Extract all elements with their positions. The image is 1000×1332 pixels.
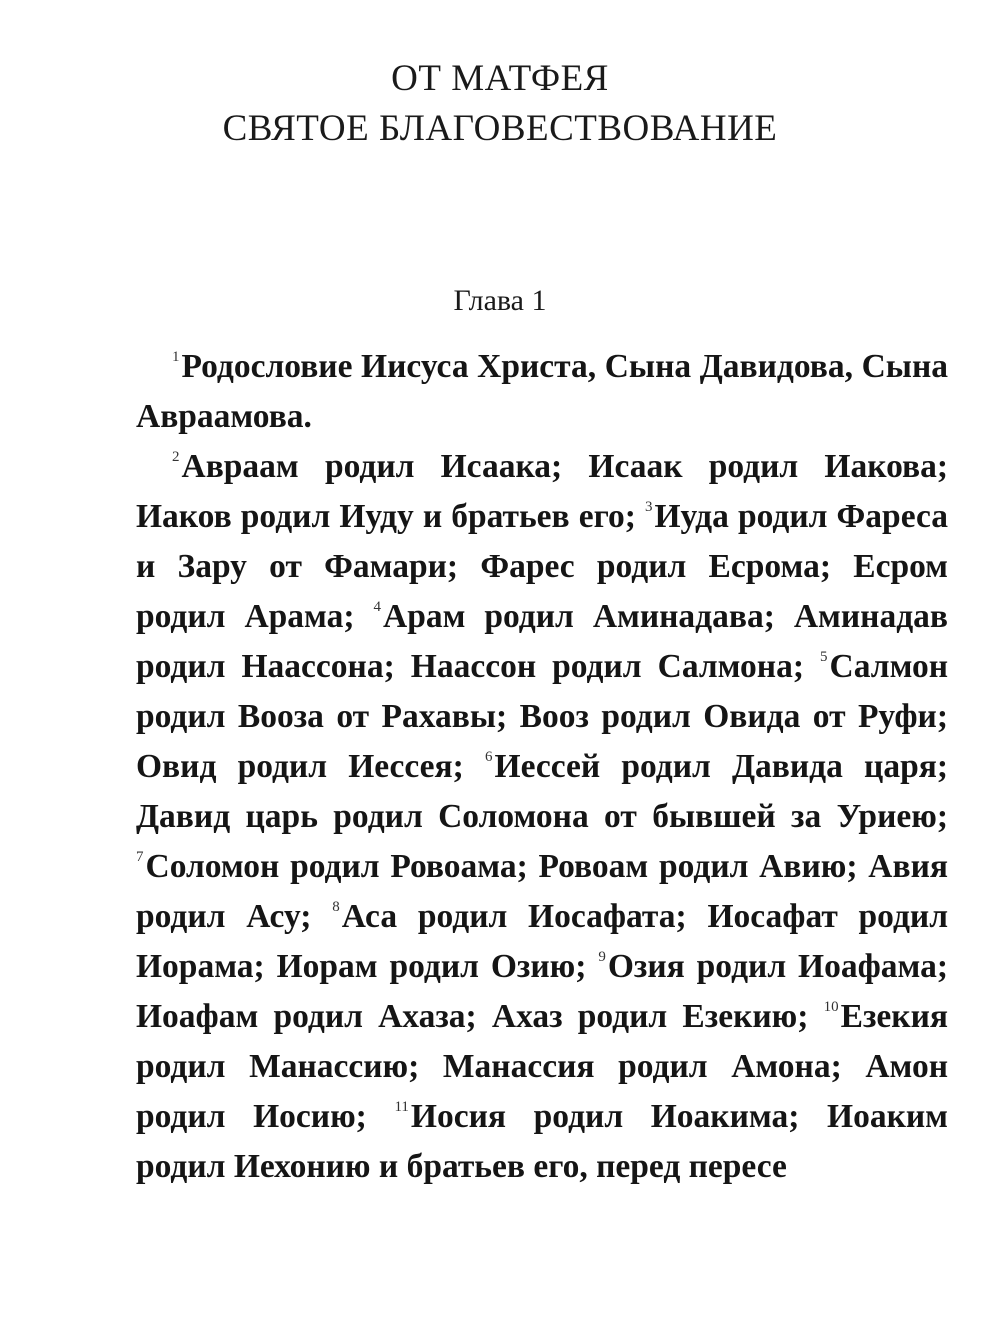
verse-text: Иессей родил Давида царя; Давид царь родил Соломона от бывшей за Уриею; <box>136 748 948 835</box>
verse-number: 4 <box>373 599 381 615</box>
verse-number: 10 <box>823 999 839 1015</box>
verse-text: Авраам родил Исаака; Исаак родил Иакова; Иаков родил Иуду и братьев его; <box>136 448 948 535</box>
verse-paragraph-1 <box>136 342 948 442</box>
verse-text: Езекия родил Манассию; Манассия родил Амона; Амон родил Иосию; <box>136 998 948 1135</box>
verse-text: Аса родил Иосафата; Иосафат родил Иорама; Иорам родил Озию; <box>136 898 948 985</box>
verse-number: 6 <box>485 749 493 765</box>
verse-text: Соломон родил Ровоама; Ровоам родил Авию; Авия родил Асу; <box>136 848 948 935</box>
verse-text: Родословие Иисуса Христа, Сына Давидова, Сына Авраамова. <box>136 348 948 435</box>
verse-text: Арам родил Аминадава; Аминадав родил Наассона; Наассон родил Салмона; <box>136 598 949 685</box>
verse-number: 8 <box>332 899 340 915</box>
chapter-heading: Глава 1 <box>453 284 547 317</box>
verse-number: 3 <box>644 499 653 515</box>
verse-number: 2 <box>172 449 180 465</box>
book-title <box>0 54 1000 154</box>
verse-number: 1 <box>172 349 180 365</box>
verse-text: Иуда родил Фареса и Зару от Фамари; Фарес родил Есрома; Есром родил Арама; <box>136 498 948 635</box>
chapter-text <box>136 342 948 1192</box>
book-title-line-1: ОТ МАТФЕЯ <box>391 58 609 99</box>
verse-text: Салмон родил Вооза от Рахавы; Вооз родил Овида от Руфи; Овид родил Иессея; <box>136 648 948 785</box>
verse-number: 9 <box>598 949 606 965</box>
verse-number: 11 <box>394 1099 409 1115</box>
book-title-line-2: СВЯТОЕ БЛАГОВЕСТВОВАНИЕ <box>222 108 778 149</box>
verse-text: Иосия родил Иоакима; Иоаким родил Иехонию и братьев его, перед пересе <box>136 1098 949 1185</box>
verse-number: 7 <box>136 849 144 865</box>
verse-text: Озия родил Иоафама; Иоафам родил Ахаза; Ахаз родил Езекию; <box>136 948 949 1035</box>
verse-paragraph-2 <box>136 442 948 1192</box>
verse-number: 5 <box>820 649 828 665</box>
